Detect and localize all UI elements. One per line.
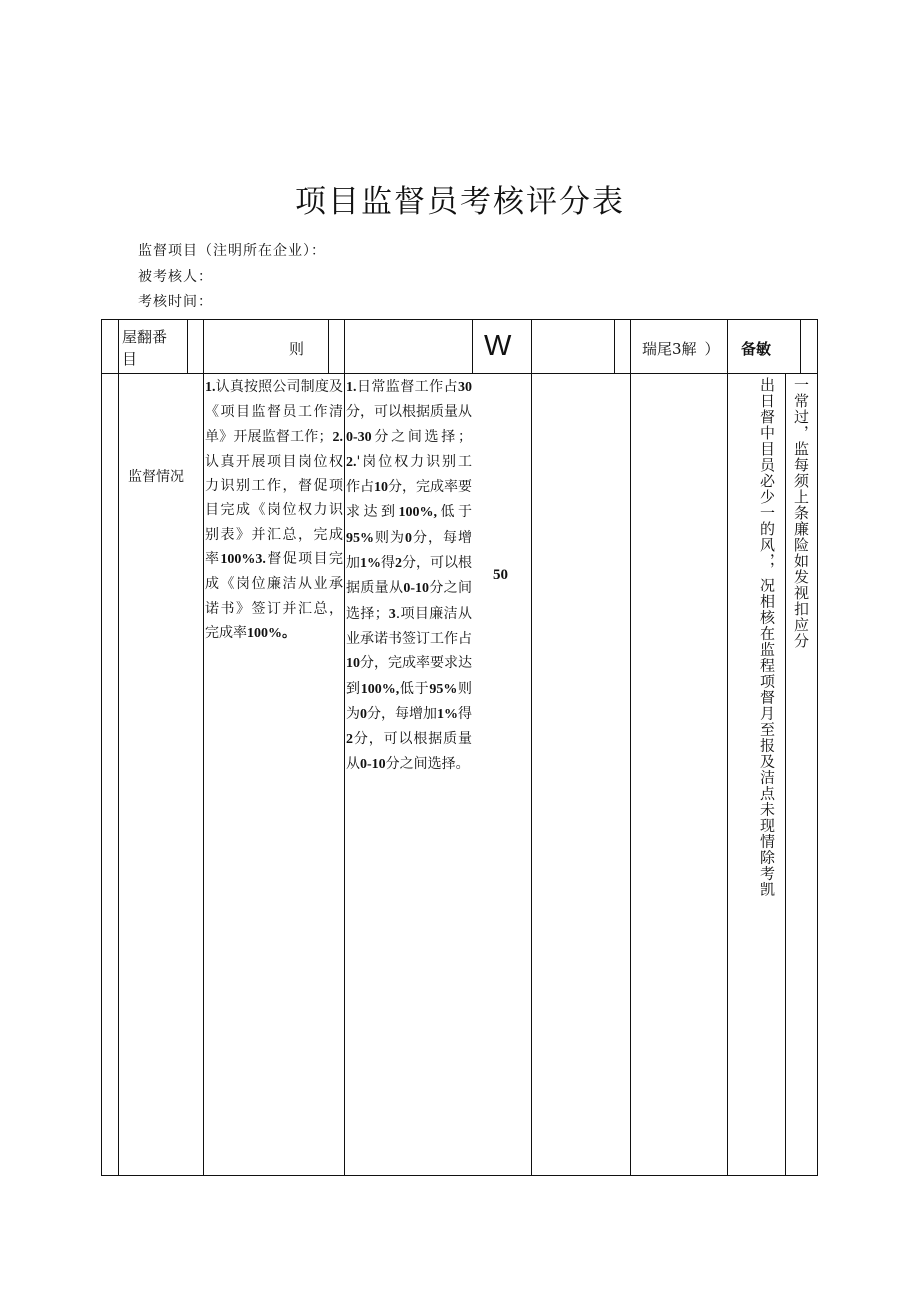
scoring-text: 0 — [360, 706, 367, 722]
header-remarks-label: 备敏 — [741, 340, 772, 358]
header-item-label-2: 目 — [122, 350, 138, 368]
scoring-text: 0-10 — [403, 581, 430, 597]
scoring-text: 低于 — [437, 504, 472, 521]
remark-text-left: 出日督中目员必少一的风，，况相核在监程项督月至报及洁点未现情除考凯 — [758, 377, 776, 898]
col-line — [630, 319, 631, 1176]
scoring-text: 1% — [360, 556, 381, 572]
header-criteria-label: 则 — [289, 340, 305, 358]
time-field-label: 考核时间： — [138, 294, 213, 310]
scoring-text: 2 — [395, 556, 402, 572]
scoring-text: 分，完成率要求达到 — [346, 655, 472, 697]
scoring-text: 分，可以根据质量从 — [346, 404, 472, 421]
col-line — [727, 319, 728, 1176]
col-line — [344, 319, 345, 1176]
scoring-text: 分，可以根据质量从 — [346, 731, 472, 773]
scoring-text: 分，可以根据质量从 — [346, 555, 472, 597]
col-line — [187, 319, 188, 373]
col-line — [785, 373, 786, 1176]
scoring-text: 0-30 — [346, 429, 372, 445]
scoring-text: 3 — [388, 606, 396, 622]
scoring-text: 100%, — [398, 505, 437, 521]
criteria-number: 1. — [205, 380, 216, 395]
scoring-text: 分之间选择； — [371, 428, 472, 445]
criteria-text: 认真按照公司制度及《项目监督员工作清单》开展监督工作； — [205, 379, 343, 445]
criteria-text: 认真开展项目岗位权力识别工作，督促项目完成《岗位权力识别表》并汇总，完成率 — [205, 453, 343, 568]
scoring-text: 0 — [405, 530, 412, 546]
item-cell: 监督情况 — [128, 469, 184, 485]
scoring-text: 则为 — [346, 680, 473, 722]
criteria-text: 督促项目完成《岗位廉洁从业承诺书》签订并汇总，完成率 — [205, 551, 344, 641]
scoring-text: 1. — [346, 380, 357, 395]
scoring-text: 95% — [429, 681, 458, 697]
scoring-cell — [346, 375, 472, 778]
score-value: 50 — [493, 567, 508, 583]
criteria-text: 100% — [220, 552, 256, 568]
scoring-text: 日常监督工作占 — [356, 379, 458, 395]
col-line — [817, 319, 818, 1176]
header-item-label: 屋翻番 — [122, 328, 168, 346]
header-col6-label: 瑞尾3解 ） — [642, 340, 720, 358]
scoring-text: .项目廉洁从业承诺书签订工作占 — [346, 605, 473, 647]
col-line — [328, 319, 329, 373]
col-line — [203, 319, 204, 1176]
col-line — [531, 319, 532, 1176]
scoring-text: 2 — [346, 732, 353, 748]
scoring-text: 95% — [346, 530, 374, 546]
person-field-label: 被考核人： — [138, 269, 213, 285]
scoring-text: 30 — [458, 380, 472, 395]
scoring-text: 2. — [346, 454, 357, 470]
scoring-text: 10 — [374, 480, 388, 496]
scoring-text: 10 — [346, 656, 360, 672]
header-score-label: W — [484, 330, 512, 362]
remark-text-right: 一常过，监每须上条廉险如发视扣应分 — [792, 377, 810, 649]
scoring-text: 1% — [437, 706, 458, 722]
criteria-cell — [205, 375, 343, 646]
criteria-number: 3. — [255, 552, 266, 568]
scoring-text: 分，每增加 — [367, 705, 437, 722]
col-line — [472, 319, 473, 373]
criteria-text: 100%。 — [247, 625, 296, 641]
scoring-text: 得 — [458, 705, 472, 722]
scoring-text: 分，每增加 — [346, 529, 472, 572]
table-bottom-border — [101, 1175, 818, 1176]
scoring-text: 则为 — [374, 529, 405, 546]
col-line — [101, 319, 102, 1176]
scoring-text: 分，完成率要求达到 — [346, 479, 472, 521]
col-line — [118, 319, 119, 1176]
col-line — [800, 319, 801, 373]
col-line — [614, 319, 615, 373]
scoring-text: 低于 — [399, 680, 430, 697]
scoring-text: 分之间选择； — [346, 580, 473, 622]
header-row-border — [101, 373, 818, 374]
criteria-number: 2. — [332, 429, 343, 445]
project-field-label: 监督项目（注明所在企业）： — [138, 243, 326, 259]
scoring-text: 0-10 — [360, 757, 386, 773]
scoring-text: 100%, — [360, 681, 400, 697]
scoring-text: 分之间选择。 — [385, 756, 470, 773]
table-top-border — [101, 319, 818, 320]
scoring-text: '岗位权力识别工作占 — [346, 453, 472, 496]
page-title: 项目监督员考核评分表 — [295, 184, 625, 220]
scoring-text: 得 — [381, 555, 395, 572]
